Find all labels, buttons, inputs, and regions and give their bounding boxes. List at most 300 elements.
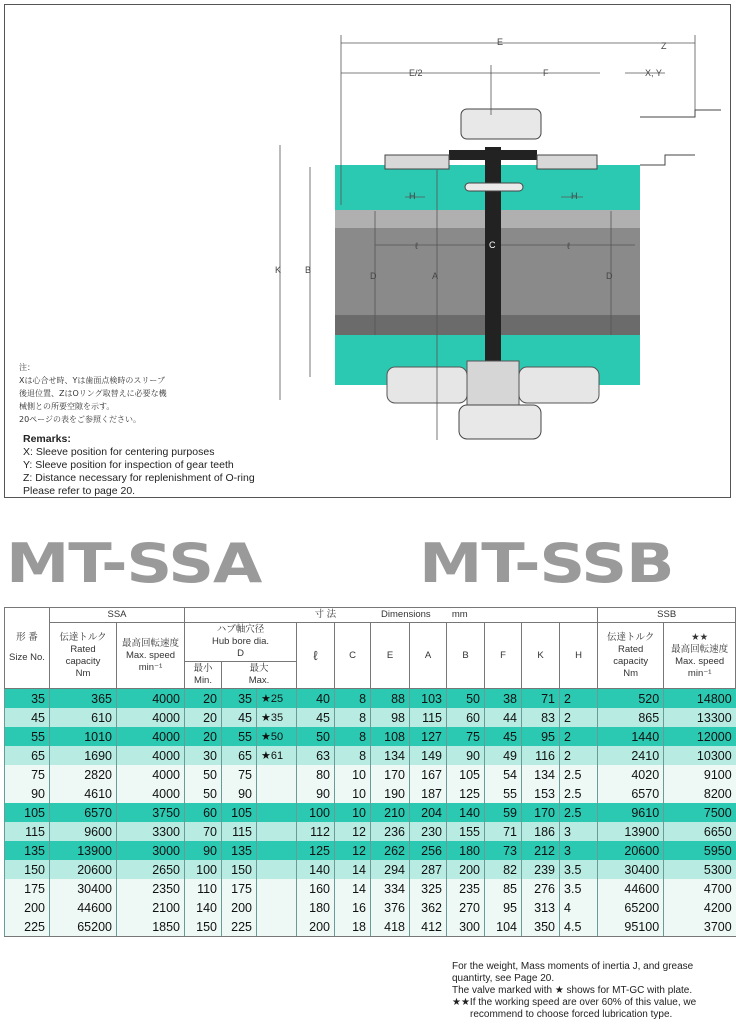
- cell-ssb-torque: 13900: [598, 822, 664, 841]
- header-size-jp: 形 番: [16, 632, 38, 643]
- cell-c: 12: [335, 822, 371, 841]
- cell-k: 134: [522, 765, 560, 784]
- cell-b: 300: [447, 917, 485, 937]
- cell-max: 175: [222, 879, 257, 898]
- table-row: [5, 898, 736, 917]
- cell-size: 90: [5, 784, 50, 803]
- header-speed-unit: min⁻¹: [138, 661, 163, 673]
- cell-size: 175: [5, 879, 50, 898]
- header-min-en: Min.: [194, 675, 212, 686]
- cell-size: 105: [5, 803, 50, 822]
- dim-label-d-right: D: [606, 271, 613, 281]
- header-c: C: [335, 623, 371, 689]
- cell-h: 3: [560, 841, 598, 860]
- cell-e: 134: [371, 746, 410, 765]
- dim-label-k: K: [275, 265, 282, 275]
- table-row: [5, 746, 736, 765]
- cell-e: 418: [371, 917, 410, 937]
- cell-ssb-speed: 8200: [664, 784, 736, 803]
- cell-h: 2: [560, 746, 598, 765]
- header-dimensions-jp: 寸 法: [314, 609, 337, 620]
- cell-speed: 4000: [117, 727, 185, 746]
- spec-table: [4, 607, 736, 937]
- cell-k: 212: [522, 841, 560, 860]
- bolt-bottom: [459, 405, 541, 439]
- header-hub-bore: [185, 623, 297, 662]
- table-row: [5, 841, 736, 860]
- table-row: [5, 784, 736, 803]
- cell-b: 125: [447, 784, 485, 803]
- cell-l: 112: [297, 822, 335, 841]
- cell-max: 115: [222, 822, 257, 841]
- cell-size: 115: [5, 822, 50, 841]
- cell-plate: [257, 841, 297, 860]
- cell-a: 362: [410, 898, 447, 917]
- cell-b: 140: [447, 803, 485, 822]
- cell-ssb-torque: 95100: [598, 917, 664, 937]
- header-hub-sym: D: [237, 648, 244, 659]
- header-a: A: [410, 623, 447, 689]
- table-row: [5, 689, 736, 709]
- cell-torque: 44600: [50, 898, 117, 917]
- footnote-lubrication: recommend to choose forced lubrication type.: [470, 1009, 673, 1020]
- cell-speed: 3000: [117, 841, 185, 860]
- cell-ssb-torque: 520: [598, 689, 664, 709]
- header-dimensions-en: Dimensions: [381, 609, 431, 620]
- header-ssb-speed-jp: 最高回転速度: [671, 643, 729, 655]
- dim-label-f: F: [543, 68, 549, 78]
- cell-b: 75: [447, 727, 485, 746]
- flange-top: [449, 150, 537, 160]
- center-plate: [485, 147, 501, 365]
- cell-min: 20: [185, 708, 222, 727]
- cell-f: 55: [485, 784, 522, 803]
- cell-max: 45: [222, 708, 257, 727]
- header-ssb-speed-en: Max. speed: [675, 655, 725, 667]
- cell-speed: 4000: [117, 689, 185, 709]
- cell-plate: [257, 784, 297, 803]
- cell-min: 20: [185, 689, 222, 709]
- cell-e: 170: [371, 765, 410, 784]
- cell-h: 2.5: [560, 784, 598, 803]
- cell-plate: [257, 917, 297, 937]
- cell-plate: ★35: [257, 708, 297, 727]
- cell-min: 100: [185, 860, 222, 879]
- cell-size: 45: [5, 708, 50, 727]
- cell-f: 82: [485, 860, 522, 879]
- cell-k: 71: [522, 689, 560, 709]
- cell-torque: 2820: [50, 765, 117, 784]
- cell-b: 180: [447, 841, 485, 860]
- cell-e: 236: [371, 822, 410, 841]
- cell-a: 325: [410, 879, 447, 898]
- cell-a: 187: [410, 784, 447, 803]
- dim-label-h-right: H: [571, 191, 578, 201]
- model-title-ssb: MT-SSB: [419, 532, 674, 595]
- cell-speed: 2100: [117, 898, 185, 917]
- cell-a: 287: [410, 860, 447, 879]
- cell-a: 149: [410, 746, 447, 765]
- cell-e: 376: [371, 898, 410, 917]
- cell-ssb-torque: 44600: [598, 879, 664, 898]
- cell-torque: 610: [50, 708, 117, 727]
- cell-min: 150: [185, 917, 222, 937]
- header-ssb-torque-jp: 伝達トルク: [607, 631, 655, 643]
- cell-c: 12: [335, 841, 371, 860]
- cell-f: 85: [485, 879, 522, 898]
- cell-plate: [257, 803, 297, 822]
- header-torque: [50, 623, 117, 689]
- remarks-block: [23, 433, 255, 498]
- cell-h: 3: [560, 822, 598, 841]
- cell-c: 18: [335, 917, 371, 937]
- footnote-speed: ★★If the working speed are over 60% of this value, we: [452, 997, 697, 1008]
- sleeve-bottom-right: [519, 367, 599, 403]
- cell-a: 204: [410, 803, 447, 822]
- cell-max: 135: [222, 841, 257, 860]
- footnote-weight: For the weight, Mass moments of inertia J, and grease quantirty, see Page 20.: [452, 961, 694, 984]
- cell-speed: 4000: [117, 784, 185, 803]
- cell-torque: 1010: [50, 727, 117, 746]
- cell-f: 104: [485, 917, 522, 937]
- header-torque-jp: 伝達トルク: [59, 631, 107, 643]
- cell-ssb-speed: 4700: [664, 879, 736, 898]
- header-k: K: [522, 623, 560, 689]
- header-min: [185, 662, 222, 689]
- cell-speed: 4000: [117, 708, 185, 727]
- cell-max: 75: [222, 765, 257, 784]
- cell-size: 75: [5, 765, 50, 784]
- cell-plate: [257, 860, 297, 879]
- cell-k: 116: [522, 746, 560, 765]
- cell-f: 44: [485, 708, 522, 727]
- header-ssb-speed: [664, 623, 736, 689]
- dim-label-e-half: E/2: [409, 68, 423, 78]
- cell-c: 14: [335, 879, 371, 898]
- cell-max: 55: [222, 727, 257, 746]
- cell-k: 153: [522, 784, 560, 803]
- cell-ssb-speed: 5950: [664, 841, 736, 860]
- cell-torque: 4610: [50, 784, 117, 803]
- cell-h: 4: [560, 898, 598, 917]
- table-row: [5, 765, 736, 784]
- dim-label-e: E: [497, 37, 504, 47]
- cell-f: 49: [485, 746, 522, 765]
- mating-outline: [640, 110, 721, 165]
- cell-f: 71: [485, 822, 522, 841]
- cell-size: 225: [5, 917, 50, 937]
- cell-max: 105: [222, 803, 257, 822]
- cell-speed: 2650: [117, 860, 185, 879]
- cell-h: 2: [560, 689, 598, 709]
- cell-ssb-torque: 4020: [598, 765, 664, 784]
- cell-l: 180: [297, 898, 335, 917]
- cell-e: 210: [371, 803, 410, 822]
- dim-label-xy: X, Y: [645, 68, 662, 78]
- cell-speed: 3300: [117, 822, 185, 841]
- cell-max: 90: [222, 784, 257, 803]
- cell-e: 108: [371, 727, 410, 746]
- cell-a: 127: [410, 727, 447, 746]
- cell-plate: ★50: [257, 727, 297, 746]
- cell-ssb-torque: 6570: [598, 784, 664, 803]
- header-f: F: [485, 623, 522, 689]
- cell-min: 140: [185, 898, 222, 917]
- header-ssb-torque-unit: Nm: [623, 667, 639, 679]
- grease-nipple: [465, 183, 523, 191]
- cell-l: 90: [297, 784, 335, 803]
- cell-torque: 1690: [50, 746, 117, 765]
- cell-min: 110: [185, 879, 222, 898]
- remark-y: Y: Sleeve position for inspection of gear teeth: [23, 459, 234, 471]
- cell-size: 65: [5, 746, 50, 765]
- header-ssb-torque: [598, 623, 664, 689]
- table-row: [5, 822, 736, 841]
- cell-c: 16: [335, 898, 371, 917]
- cell-ssb-torque: 9610: [598, 803, 664, 822]
- cell-b: 60: [447, 708, 485, 727]
- cell-k: 170: [522, 803, 560, 822]
- cell-c: 10: [335, 784, 371, 803]
- cell-torque: 9600: [50, 822, 117, 841]
- cell-b: 50: [447, 689, 485, 709]
- cell-size: 55: [5, 727, 50, 746]
- header-l: ℓ: [297, 623, 335, 689]
- cell-f: 45: [485, 727, 522, 746]
- header-ssb-speed-mark: ★★: [691, 631, 709, 643]
- cell-a: 412: [410, 917, 447, 937]
- header-ssb-speed-unit: min⁻¹: [687, 667, 712, 679]
- cell-h: 3.5: [560, 860, 598, 879]
- header-dimensions-unit: mm: [451, 609, 468, 620]
- sleeve-bottom-left: [387, 367, 467, 403]
- cell-f: 73: [485, 841, 522, 860]
- header-dimensions: [185, 608, 598, 623]
- cell-max: 150: [222, 860, 257, 879]
- cell-b: 200: [447, 860, 485, 879]
- cell-torque: 13900: [50, 841, 117, 860]
- table-row: [5, 803, 736, 822]
- cell-size: 200: [5, 898, 50, 917]
- remark-z: Z: Distance necessary for replenishment of O-ring: [23, 472, 255, 484]
- cell-a: 115: [410, 708, 447, 727]
- dim-label-l-right: ℓ: [567, 241, 570, 251]
- header-hub-jp: ハブ軸穴径: [216, 624, 265, 635]
- header-size: [5, 608, 50, 689]
- header-speed: [117, 623, 185, 689]
- dim-label-b: B: [305, 265, 312, 275]
- cell-ssb-torque: 65200: [598, 898, 664, 917]
- cell-c: 10: [335, 765, 371, 784]
- hub-bottom: [467, 361, 519, 407]
- cell-c: 8: [335, 746, 371, 765]
- cell-ssb-torque: 865: [598, 708, 664, 727]
- cell-f: 95: [485, 898, 522, 917]
- cell-plate: [257, 879, 297, 898]
- sleeve-top-left: [385, 155, 449, 169]
- cell-h: 2: [560, 727, 598, 746]
- cell-ssb-speed: 13300: [664, 708, 736, 727]
- dim-label-h-left: H: [409, 191, 416, 201]
- cell-ssb-torque: 30400: [598, 860, 664, 879]
- cell-l: 125: [297, 841, 335, 860]
- cell-h: 2.5: [560, 803, 598, 822]
- cell-min: 20: [185, 727, 222, 746]
- cell-e: 294: [371, 860, 410, 879]
- japanese-note: 注： Xは心合せ時、Yは歯面点検時のスリーブ 後退位置、ZはOリング取替えに必要な機 械側との所要空隙を示す。 20ページの表をご参照ください。: [19, 363, 167, 424]
- cell-a: 256: [410, 841, 447, 860]
- header-e: E: [371, 623, 410, 689]
- cell-l: 80: [297, 765, 335, 784]
- cell-k: 95: [522, 727, 560, 746]
- cell-ssb-speed: 14800: [664, 689, 736, 709]
- remark-x: X: Sleeve position for centering purposes: [23, 446, 215, 458]
- cell-speed: 2350: [117, 879, 185, 898]
- cell-f: 54: [485, 765, 522, 784]
- footnotes: [452, 961, 734, 1021]
- cell-min: 70: [185, 822, 222, 841]
- header-min-jp: 最小: [193, 663, 213, 674]
- cell-min: 30: [185, 746, 222, 765]
- header-torque-unit: Nm: [75, 667, 91, 679]
- cell-ssb-speed: 9100: [664, 765, 736, 784]
- cell-ssb-speed: 7500: [664, 803, 736, 822]
- header-torque-en: Rated capacity: [65, 643, 101, 667]
- cell-h: 2.5: [560, 765, 598, 784]
- cell-ssb-speed: 5300: [664, 860, 736, 879]
- header-max: [222, 662, 297, 689]
- sleeve-top-right: [537, 155, 597, 169]
- cell-max: 65: [222, 746, 257, 765]
- cell-k: 186: [522, 822, 560, 841]
- cell-torque: 365: [50, 689, 117, 709]
- cell-ssb-speed: 4200: [664, 898, 736, 917]
- cell-min: 50: [185, 784, 222, 803]
- dim-label-z: Z: [661, 41, 667, 51]
- cell-k: 276: [522, 879, 560, 898]
- cell-speed: 4000: [117, 765, 185, 784]
- header-h: H: [560, 623, 598, 689]
- header-ssb-torque-en: Rated capacity: [613, 643, 649, 667]
- cell-ssb-speed: 12000: [664, 727, 736, 746]
- header-hub-en: Hub bore dia.: [211, 636, 270, 647]
- table-row: [5, 879, 736, 898]
- cell-c: 8: [335, 708, 371, 727]
- cell-speed: 4000: [117, 746, 185, 765]
- cell-b: 270: [447, 898, 485, 917]
- cell-b: 90: [447, 746, 485, 765]
- cell-max: 200: [222, 898, 257, 917]
- cell-l: 50: [297, 727, 335, 746]
- header-size-en: Size No.: [9, 652, 45, 663]
- remark-refer: Please refer to page 20.: [23, 485, 136, 497]
- cell-c: 10: [335, 803, 371, 822]
- header-b: B: [447, 623, 485, 689]
- bolt-top: [461, 109, 541, 139]
- cell-torque: 20600: [50, 860, 117, 879]
- cell-h: 3.5: [560, 879, 598, 898]
- cell-plate: [257, 822, 297, 841]
- remarks-title: Remarks:: [23, 433, 71, 445]
- cell-plate: ★25: [257, 689, 297, 709]
- spec-table-body: [5, 689, 736, 937]
- cell-min: 50: [185, 765, 222, 784]
- cell-l: 140: [297, 860, 335, 879]
- cell-ssb-speed: 6650: [664, 822, 736, 841]
- table-row: [5, 917, 736, 937]
- cell-min: 60: [185, 803, 222, 822]
- cell-size: 135: [5, 841, 50, 860]
- cell-l: 63: [297, 746, 335, 765]
- cell-l: 100: [297, 803, 335, 822]
- cell-k: 239: [522, 860, 560, 879]
- cell-speed: 3750: [117, 803, 185, 822]
- cell-h: 2: [560, 708, 598, 727]
- cell-ssb-torque: 1440: [598, 727, 664, 746]
- cell-size: 35: [5, 689, 50, 709]
- cell-e: 190: [371, 784, 410, 803]
- cell-ssb-speed: 3700: [664, 917, 736, 937]
- cell-k: 350: [522, 917, 560, 937]
- header-speed-jp: 最高回転速度: [122, 637, 180, 649]
- cell-c: 14: [335, 860, 371, 879]
- cell-c: 8: [335, 727, 371, 746]
- cell-f: 59: [485, 803, 522, 822]
- table-row: [5, 860, 736, 879]
- cell-plate: ★61: [257, 746, 297, 765]
- cell-l: 45: [297, 708, 335, 727]
- header-ssb: SSB: [598, 608, 736, 623]
- cell-plate: [257, 765, 297, 784]
- cell-max: 225: [222, 917, 257, 937]
- cell-l: 200: [297, 917, 335, 937]
- cell-ssb-speed: 10300: [664, 746, 736, 765]
- header-speed-en: Max. speed: [125, 649, 176, 661]
- cell-torque: 65200: [50, 917, 117, 937]
- cell-min: 90: [185, 841, 222, 860]
- cell-e: 88: [371, 689, 410, 709]
- cell-k: 83: [522, 708, 560, 727]
- cell-a: 103: [410, 689, 447, 709]
- cell-e: 334: [371, 879, 410, 898]
- dim-label-a: A: [432, 271, 439, 281]
- dim-label-c: C: [489, 240, 496, 250]
- model-title-ssa: MT-SSA: [6, 532, 262, 595]
- cell-e: 98: [371, 708, 410, 727]
- cell-b: 105: [447, 765, 485, 784]
- cell-b: 155: [447, 822, 485, 841]
- drawing-frame: [4, 4, 731, 498]
- footnote-plate: The valve marked with ★ shows for MT-GC with plate.: [452, 985, 693, 996]
- header-ssa: SSA: [50, 608, 185, 623]
- cell-b: 235: [447, 879, 485, 898]
- cell-f: 38: [485, 689, 522, 709]
- cell-torque: 30400: [50, 879, 117, 898]
- table-row: [5, 727, 736, 746]
- notes-block: [19, 361, 319, 426]
- cell-speed: 1850: [117, 917, 185, 937]
- cell-k: 313: [522, 898, 560, 917]
- header-max-jp: 最大: [249, 663, 269, 674]
- cell-c: 8: [335, 689, 371, 709]
- header-max-en: Max.: [248, 675, 270, 686]
- table-row: [5, 708, 736, 727]
- cell-torque: 6570: [50, 803, 117, 822]
- dim-label-d-left: D: [370, 271, 377, 281]
- cell-ssb-torque: 20600: [598, 841, 664, 860]
- cell-plate: [257, 898, 297, 917]
- cell-max: 35: [222, 689, 257, 709]
